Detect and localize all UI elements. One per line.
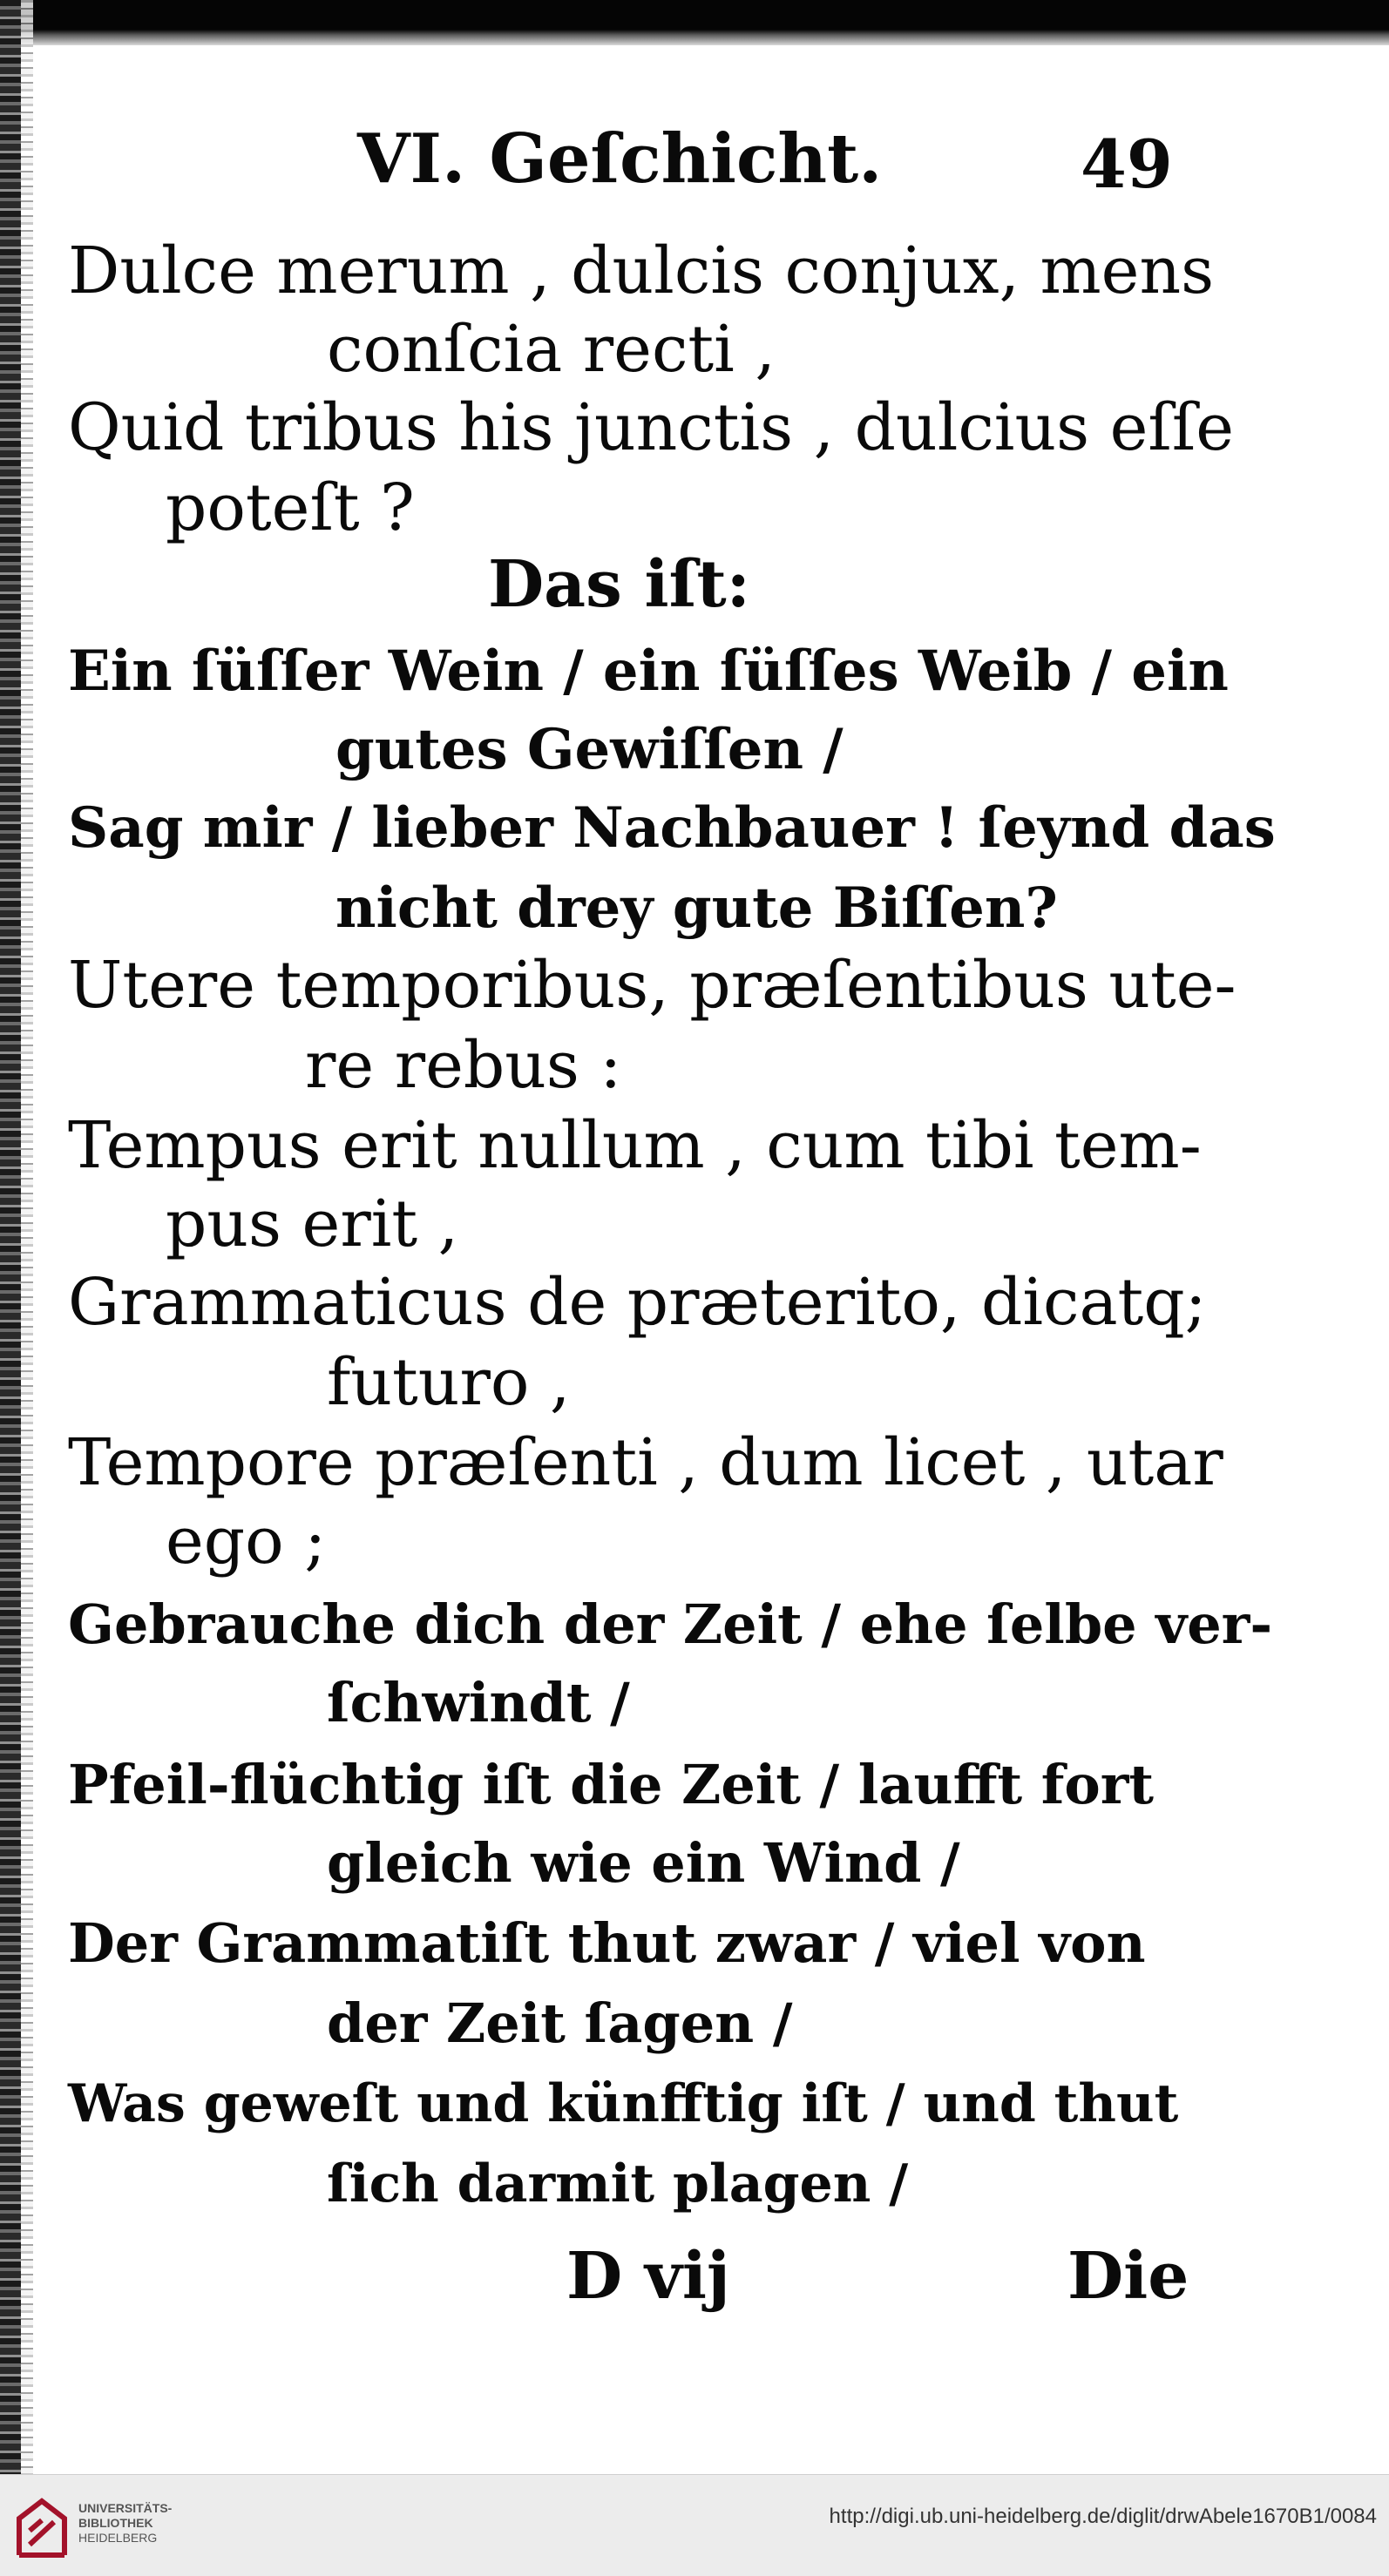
source-url-link[interactable]: http://digi.ub.uni-heidelberg.de/diglit/drwAbele1670B1/0084 xyxy=(829,2505,1377,2528)
library-logo-icon xyxy=(12,2492,73,2562)
text-line: Tempore præſenti , dum licet , utar xyxy=(68,1425,1223,1500)
text-line: pus erit , xyxy=(166,1187,459,1261)
text-line: futuro , xyxy=(327,1345,571,1420)
text-line: der Zeit ſagen / xyxy=(327,1991,793,2055)
text-line: ſich darmit plagen / xyxy=(327,2153,909,2214)
text-line: nicht drey gute Biſſen? xyxy=(335,876,1058,941)
scan-binding-edge xyxy=(0,0,21,2474)
library-name-line: HEIDELBERG xyxy=(78,2531,158,2545)
text-line: Tempus erit nullum , cum tibi tem- xyxy=(68,1108,1202,1183)
running-head: VI. Geſchicht. xyxy=(357,119,883,199)
page-number: 49 xyxy=(1081,125,1173,203)
text-line: Ein ſüſſer Wein / ein ſüſſes Weib / ein xyxy=(68,639,1229,704)
library-name xyxy=(78,2501,172,2546)
library-name-line: UNIVERSITÄTS- xyxy=(78,2501,173,2515)
scan-binding-shadow xyxy=(21,0,33,2474)
text-line: Gebrauche dich der Zeit / ehe ſelbe ver- xyxy=(68,1592,1273,1656)
text-line: Grammaticus de præterito, dicatq; xyxy=(68,1265,1207,1340)
text-line: Das iſt: xyxy=(488,547,750,622)
catchword: Die xyxy=(1067,2239,1189,2314)
viewer-footer xyxy=(0,2474,1389,2576)
text-line: gleich wie ein Wind / xyxy=(327,1831,960,1895)
text-line: Dulce merum , dulcis conjux, mens xyxy=(68,233,1215,308)
library-name-line: BIBLIOTHEK xyxy=(78,2516,153,2530)
text-line: poteſt ? xyxy=(166,470,415,545)
text-line: Sag mir / lieber Nachbauer ! ſeynd das xyxy=(68,795,1276,861)
text-line: Was geweſt und künfftig iſt / und thut xyxy=(68,2073,1179,2134)
text-line: ego ; xyxy=(166,1504,327,1579)
signature-mark: D vij xyxy=(566,2239,730,2314)
text-line: Pfeil-flüchtig iſt die Zeit / laufft fort xyxy=(68,1753,1155,1816)
text-line: re rebus : xyxy=(305,1028,622,1103)
text-line: Quid tribus his junctis , dulcius eſſe xyxy=(68,390,1234,465)
text-line: ſchwindt / xyxy=(327,1671,630,1734)
text-line: conſcia recti , xyxy=(327,312,776,387)
text-line: Utere temporibus, præſentibus ute- xyxy=(68,948,1237,1023)
scan-top-edge xyxy=(0,0,1389,45)
text-line: Der Grammatiſt thut zwar / viel von xyxy=(68,1911,1146,1975)
text-line: gutes Gewiſſen / xyxy=(335,717,844,782)
